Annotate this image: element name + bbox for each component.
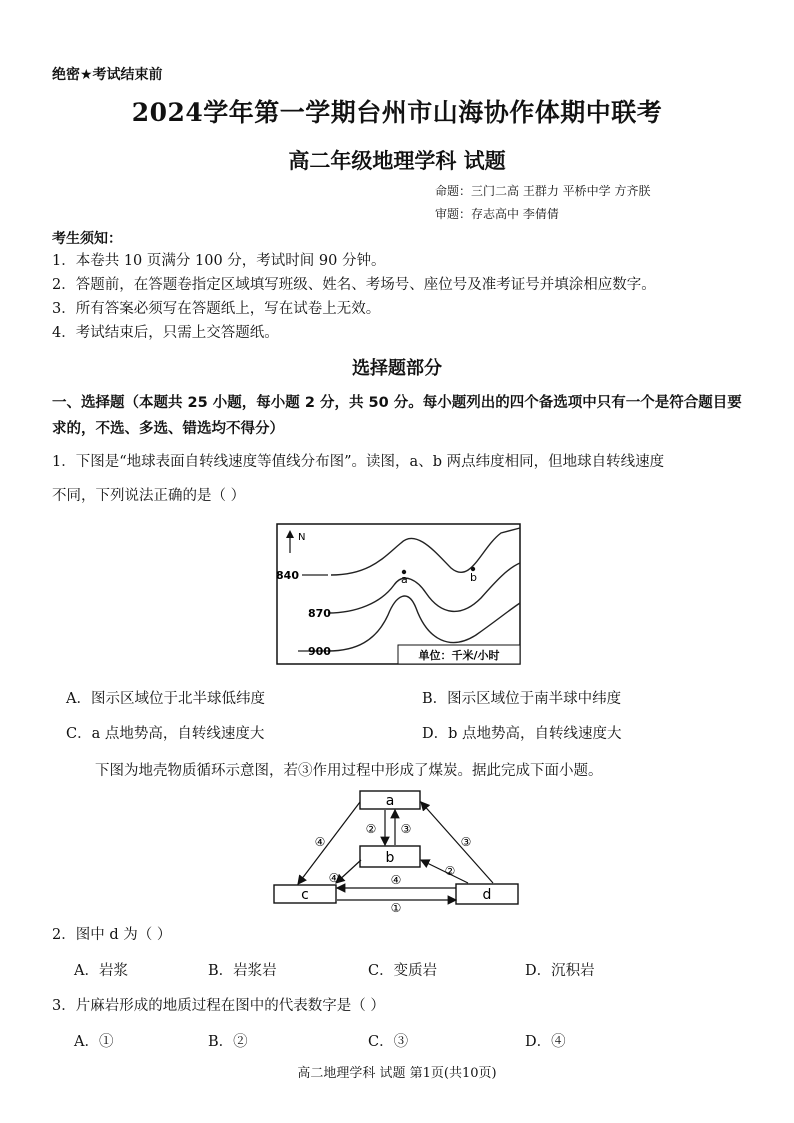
arrow-label-1-bottom: ① bbox=[390, 901, 402, 913]
authors-line-1: 命题：三门二高 王群力 平桥中学 方齐朕 bbox=[435, 184, 651, 198]
node-d: d bbox=[482, 887, 492, 903]
arrow-label-4-center-left: ④ bbox=[328, 871, 340, 885]
notice-item: 1．本卷共 10 页满分 100 分，考试时间 90 分钟。 bbox=[52, 253, 386, 269]
node-b: b bbox=[385, 850, 395, 866]
authors-line-2: 审题：存志高中 李倩倩 bbox=[435, 207, 559, 221]
arrow-label-2-right: ② bbox=[444, 864, 456, 878]
notice-item: 3．所有答案必须写在答题纸上，写在试卷上无效。 bbox=[52, 301, 381, 317]
confidential-mark: 绝密★考试结束前 bbox=[52, 67, 163, 83]
arrow-label-3-right: ③ bbox=[460, 835, 472, 849]
q1-option-d: D．b 点地势高，自转线速度大 bbox=[422, 726, 622, 742]
question-3-stem: 3．片麻岩形成的地质过程在图中的代表数字是（ ） bbox=[52, 998, 385, 1014]
material-intro: 下图为地壳物质循环示意图，若③作用过程中形成了煤炭。据此完成下面小题。 bbox=[95, 763, 603, 779]
isoline-label-840: 840 bbox=[276, 569, 299, 582]
q2-option-d: D．沉积岩 bbox=[525, 963, 595, 979]
node-c: c bbox=[301, 887, 309, 903]
q1-option-b: B．图示区域位于南半球中纬度 bbox=[422, 691, 622, 707]
q2-option-b: B．岩浆岩 bbox=[208, 963, 277, 979]
page-footer: 高二地理学科 试题 第1页(共10页) bbox=[297, 1066, 497, 1081]
point-b-label: b bbox=[470, 571, 477, 584]
question-2-stem: 2．图中 d 为（ ） bbox=[52, 927, 172, 943]
arrow-label-2-top: ② bbox=[365, 822, 377, 836]
notice-item: 4．考试结束后，只需上交答题纸。 bbox=[52, 325, 279, 341]
notice-heading: 考生须知： bbox=[52, 231, 122, 247]
node-a: a bbox=[385, 793, 395, 809]
q2-option-c: C．变质岩 bbox=[368, 963, 438, 979]
exam-title: 2024学年第一学期台州市山海协作体期中联考 bbox=[131, 98, 663, 127]
q3-option-a: A．① bbox=[74, 1034, 114, 1050]
isoline-label-900: 900 bbox=[308, 645, 331, 658]
notice-item: 2．答题前，在答题卷指定区域填写班级、姓名、考场号、座位号及准考证号并填涂相应数字。 bbox=[52, 277, 656, 293]
isoline-map-figure bbox=[276, 523, 521, 665]
arrow-label-3-top: ③ bbox=[400, 822, 412, 836]
q3-option-c: C．③ bbox=[368, 1034, 409, 1050]
q3-option-b: B．② bbox=[208, 1034, 248, 1050]
unit-label: 单位：千米/小时 bbox=[418, 649, 500, 662]
rock-cycle-figure bbox=[268, 788, 524, 913]
arrow-label-4-bottom: ④ bbox=[390, 873, 402, 887]
exam-subtitle: 高二年级地理学科 试题 bbox=[288, 148, 506, 173]
north-label: N bbox=[298, 532, 306, 543]
question-1-stem-line-2: 不同，下列说法正确的是（ ） bbox=[52, 488, 246, 504]
isoline-label-870: 870 bbox=[308, 607, 331, 620]
q3-option-d: D．④ bbox=[525, 1034, 566, 1050]
arrow-label-4-left: ④ bbox=[314, 835, 326, 849]
question-1-stem-line-1: 1．下图是“地球表面自转线速度等值线分布图”。读图，a、b 两点纬度相同，但地球自转线速度 bbox=[52, 454, 665, 470]
q2-option-a: A．岩浆 bbox=[74, 963, 128, 979]
q1-option-c: C．a 点地势高，自转线速度大 bbox=[66, 726, 265, 742]
section-title: 选择题部分 bbox=[352, 358, 442, 379]
part-heading: 一、选择题（本题共 25 小题，每小题 2 分，共 50 分。每小题列出的四个备选项中只有一个是符合题目要求的，不选、多选、错选均不得分） bbox=[52, 395, 742, 437]
point-a-label: a bbox=[401, 573, 408, 586]
q1-option-a: A．图示区域位于北半球低纬度 bbox=[66, 691, 265, 707]
